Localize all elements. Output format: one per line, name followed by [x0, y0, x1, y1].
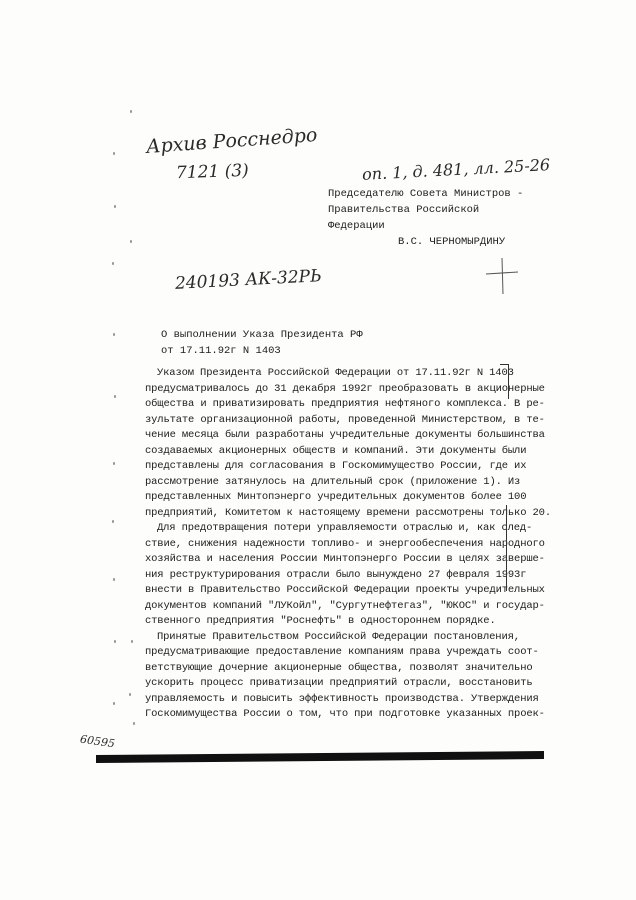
scan-speckle: [113, 462, 115, 465]
body-line: Принятые Правительством Российской Федерации постановления,: [157, 630, 520, 643]
addressee-line: Председателю Совета Министров -: [328, 188, 524, 200]
body-line: предусматривающие предоставление компаниям права учреждать соот-: [145, 646, 539, 658]
scan-speckle: [113, 152, 115, 155]
body-line: управляемость и повысить эффективность производства. Утверждения: [145, 692, 539, 705]
letter-subject: [161, 327, 363, 359]
body-line: представлены для согласования в Госкомимущество России, где их: [145, 460, 527, 472]
body-line: зультате организационной работы, проведенной Министерством, в те-: [145, 413, 545, 426]
body-line: создаваемых акционерных обществ и компаний. Эти документы были: [145, 444, 527, 457]
subject-line: от 17.11.92г N 1403: [161, 345, 281, 357]
addressee-name: В.С. ЧЕРНОМЫРДИНУ: [398, 236, 506, 248]
addressee-line: Федерации: [328, 220, 385, 232]
scan-speckle: [114, 205, 116, 208]
addressee-block: [328, 186, 523, 250]
scan-speckle: [114, 395, 116, 398]
pencil-cross-mark: [482, 256, 522, 296]
scan-speckle: [133, 722, 135, 725]
body-line: ния реструктурирования отрасли было вынуждено 27 февраля 1993г: [145, 568, 527, 581]
scan-edge-band: [96, 751, 544, 763]
body-line: Госкомимущества России о том, что при подготовке указанных проек-: [145, 708, 545, 720]
scan-speckle: [113, 702, 115, 705]
body-line: внести в Правительство Российской Федерации проекты учредительных: [145, 584, 545, 596]
body-line: ствие, снижения надежности топливо- и энергообеспечения народного: [145, 537, 545, 550]
subject-line: О выполнении Указа Президента РФ: [161, 329, 363, 341]
scan-speckle: [112, 520, 114, 523]
body-line: предприятий, Комитетом к настоящему времени рассмотрены только 20.: [145, 506, 551, 519]
body-line: представленных Минтопэнерго учредительных документов более 100: [145, 491, 527, 503]
scan-speckle: [131, 640, 133, 643]
scan-speckle: [129, 693, 131, 696]
scan-speckle: [113, 333, 115, 336]
scan-speckle: [130, 110, 132, 113]
archive-handwritten-note: Архив Росснедро: [145, 124, 319, 158]
margin-bracket-mark: [500, 505, 507, 591]
body-line: документов компаний "ЛУКойл", "Сургутнефтегаз", "ЮКОС" и государ-: [145, 599, 545, 612]
body-line: хозяйства и населения России Минтопэнерго России в целях заверше-: [145, 553, 545, 565]
body-line: Для предотвращения потери управляемости отраслью и, как след-: [157, 522, 533, 534]
body-line: предусматривалось до 31 декабря 1992г преобразовать в акционерные: [145, 382, 545, 395]
body-line: чение месяца были разработаны учредительные документы большинства: [145, 429, 545, 441]
scan-speckle: [130, 240, 132, 243]
addressee-line: Правительства Российской: [328, 204, 480, 216]
body-line: ускорить процесс приватизации предприятий отрасли, восстановить: [145, 677, 533, 689]
body-line: общества и приватизировать предприятия нефтяного комплекса. В ре-: [145, 398, 545, 410]
body-line: ветствующие дочерние акционерные общества, позволят значительно: [145, 661, 533, 674]
archive-number-note: 7121 (3): [175, 160, 250, 184]
body-line: ственного предприятия "Роснефть" в одностороннем порядке.: [145, 615, 496, 627]
margin-bracket-mark: [500, 364, 509, 399]
archive-reference-note: оп. 1, д. 481, лл. 25-26: [361, 155, 551, 184]
registration-handwritten-number: 240193 АК-32РЬ: [174, 266, 323, 294]
body-line: рассмотрение затянулось на длительный срок (приложение 1). Из: [145, 475, 521, 488]
scan-speckle: [112, 262, 114, 265]
margin-handwritten-number: 60595: [79, 732, 116, 751]
letter-body: [145, 366, 551, 723]
scan-speckle: [114, 640, 116, 643]
body-line: Указом Президента Российской Федерации от 17.11.92г N 1403: [157, 367, 514, 379]
scan-speckle: [113, 578, 115, 581]
